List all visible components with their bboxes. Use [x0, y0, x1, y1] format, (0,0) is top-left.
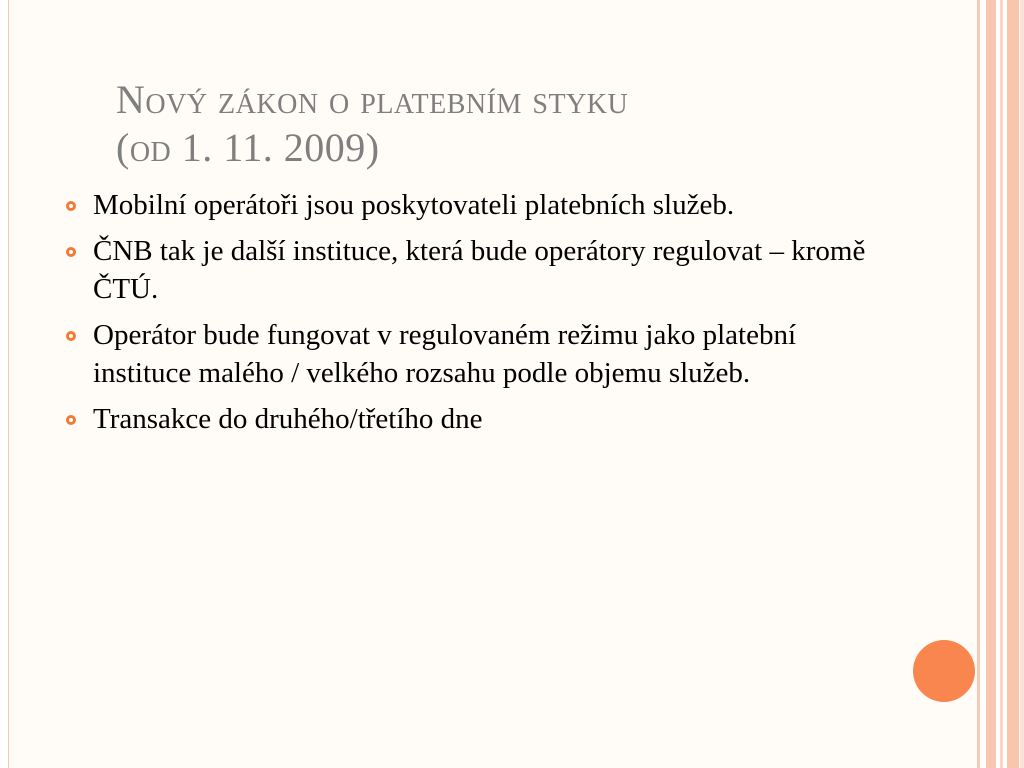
bullet-text: Operátor bude fungovat v regulovaném režimu jako platební instituce malého / velkého rozsahu podle objemu služeb.	[93, 319, 797, 389]
bullet-item	[60, 316, 880, 392]
decorative-stripe	[986, 0, 996, 768]
decorative-stripe	[1000, 0, 1003, 768]
decorative-circle-icon	[913, 640, 975, 702]
slide-title-line-2: (od 1. 11. 2009)	[116, 125, 380, 170]
bullet-text: Mobilní operátoři jsou poskytovateli platebních služeb.	[93, 189, 735, 221]
slide-title	[116, 76, 628, 172]
slide-title-line-1: Nový zákon o platebním styku	[116, 77, 629, 122]
bullet-text: Transakce do druhého/třetího dne	[93, 403, 483, 435]
decorative-stripe	[1020, 0, 1024, 768]
bullet-list	[60, 186, 880, 446]
bullet-item	[60, 400, 880, 438]
bullet-item	[60, 186, 880, 224]
ring-bullet-icon	[66, 415, 76, 425]
ring-bullet-icon	[66, 247, 76, 257]
decorative-stripe	[1007, 0, 1019, 768]
ring-bullet-icon	[66, 201, 76, 211]
bullet-item	[60, 232, 880, 308]
ring-bullet-icon	[66, 331, 76, 341]
bullet-text: ČNB tak je další instituce, která bude operátory regulovat – kromě ČTÚ.	[93, 235, 866, 305]
decorative-stripe	[978, 0, 980, 768]
